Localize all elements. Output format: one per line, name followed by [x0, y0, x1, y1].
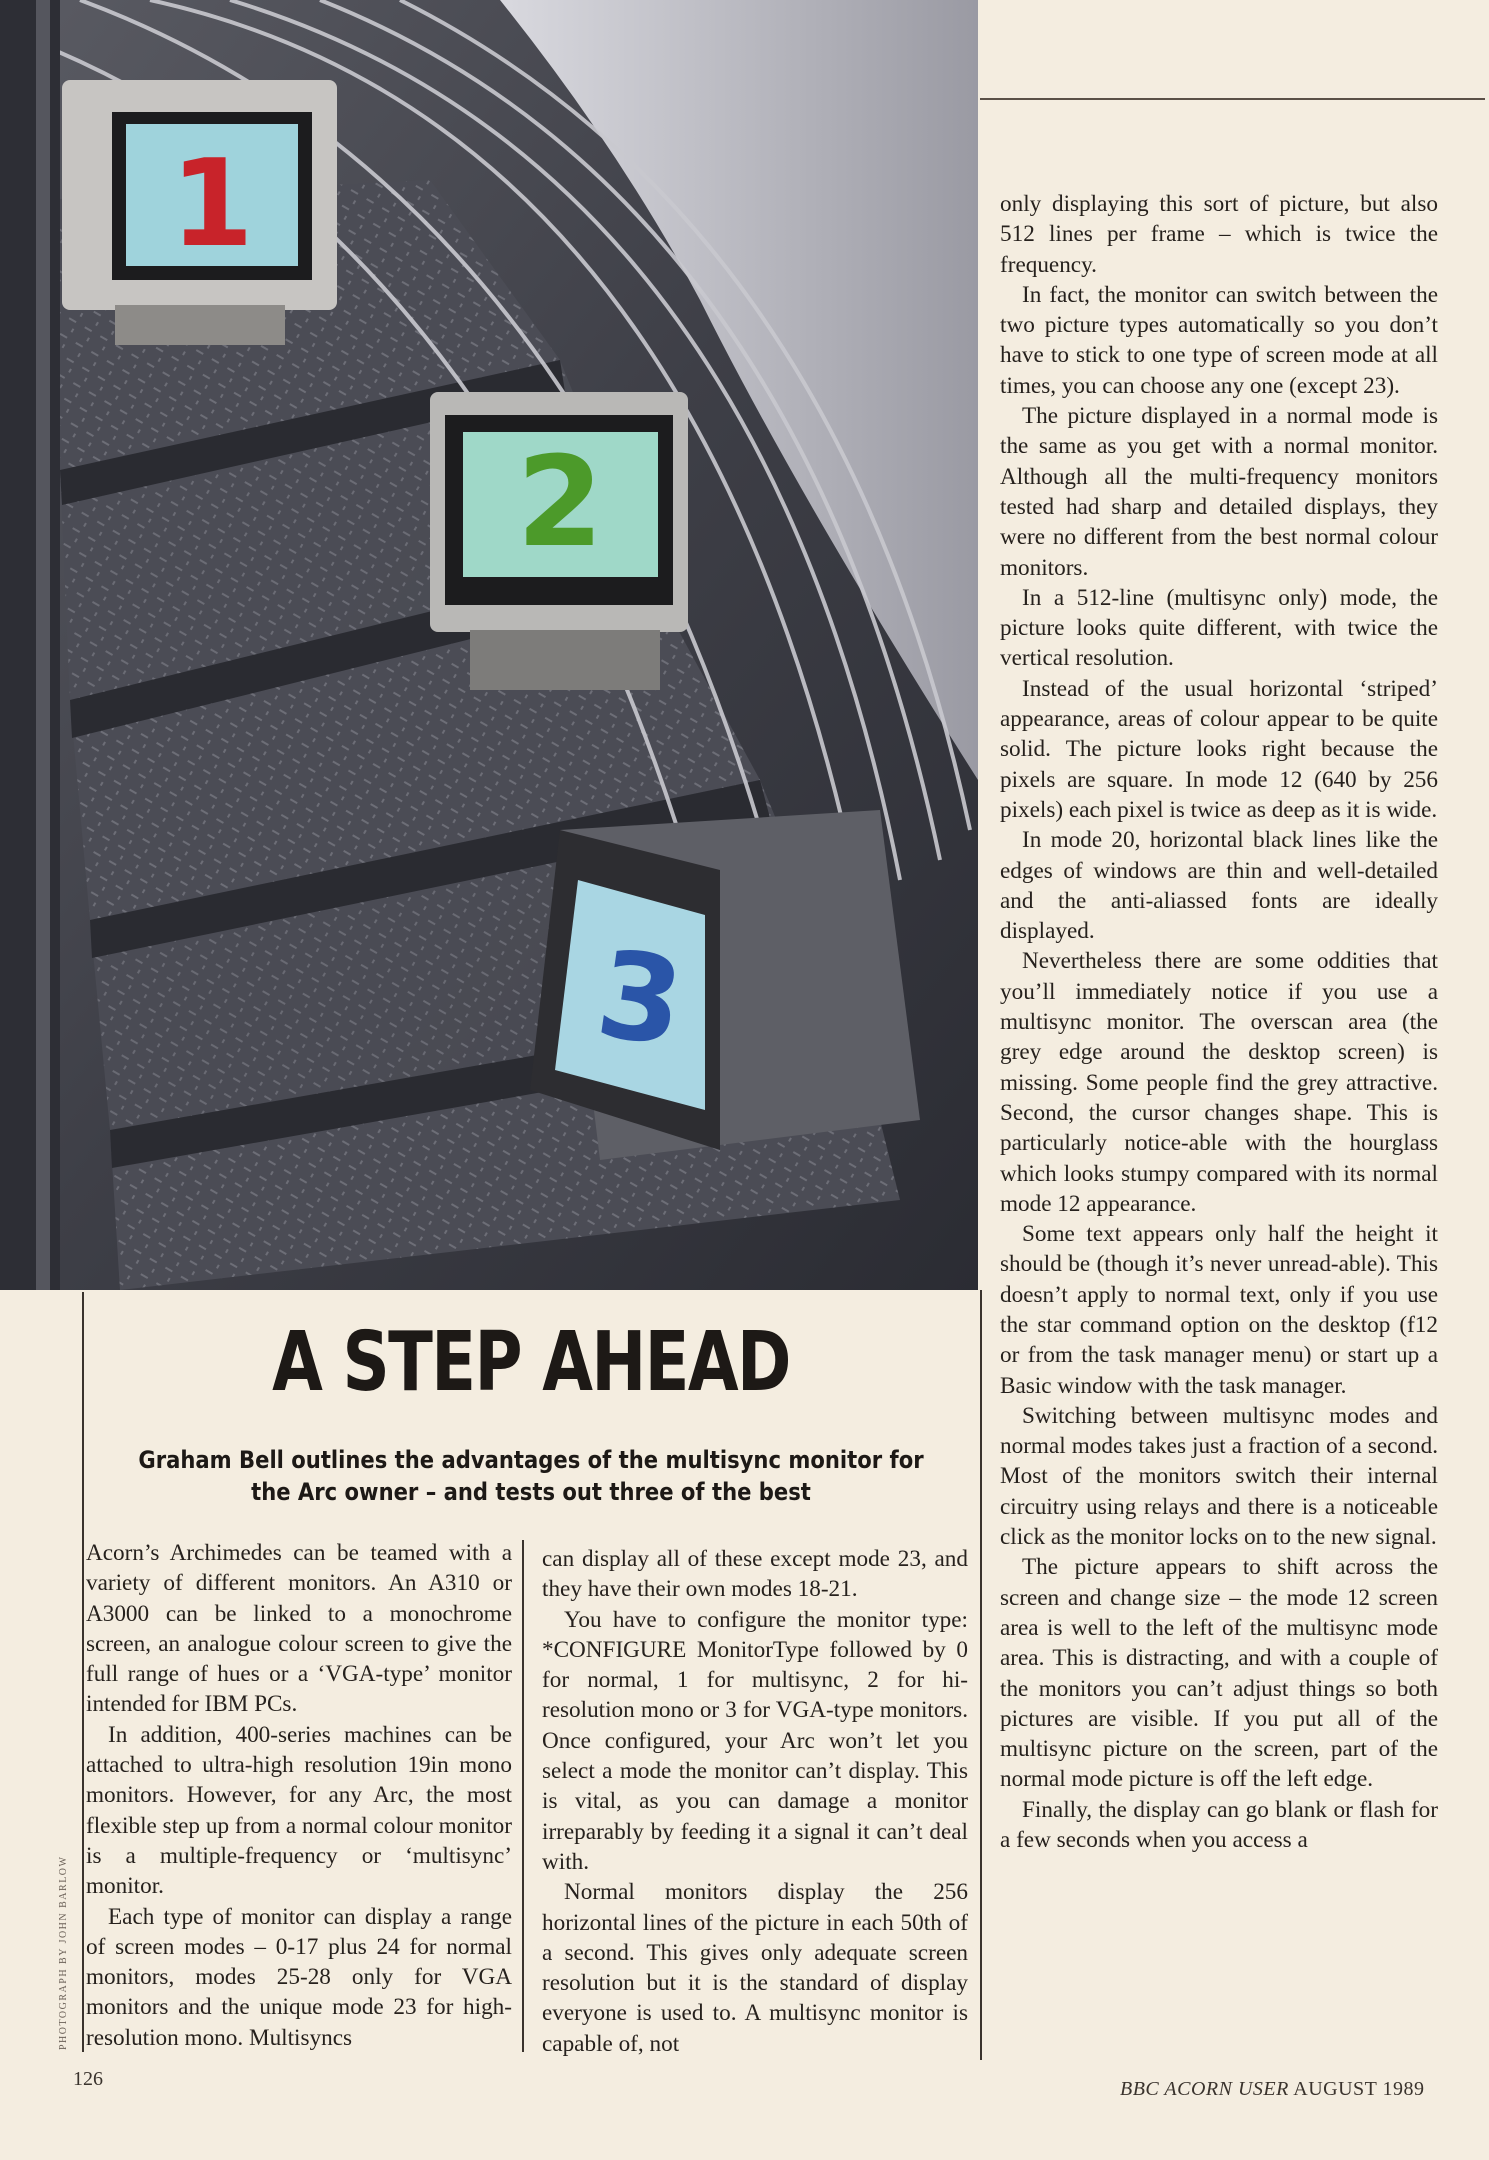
standfirst: Graham Bell outlines the advantages of the multisync monitor for the Arc owner – and tests out three of the best	[138, 1446, 924, 1506]
issue-date: AUGUST 1989	[1293, 2078, 1425, 2100]
spiral-staircase-photo-icon	[0, 0, 978, 1290]
column-rule-middle	[522, 1540, 524, 2052]
page-number: 126	[73, 2068, 103, 2090]
paragraph: Acorn’s Archimedes can be teamed with a variety of different monitors. An A310 or A3000 can be linked to a monochrome screen, an analogue colour screen to give the full range of hues or a ‘VGA-type’ monitor intended for IBM PCs.	[86, 1540, 512, 1718]
paragraph: In mode 20, horizontal black lines like the edges of windows are thin and well-detailed and the anti-aliassed fonts are ideally displayed.	[1000, 827, 1438, 945]
paragraph: Each type of monitor can display a range of screen modes – 0-17 plus 24 for normal monitors, modes 25-28 only for VGA monitors and the unique mode 23 for high-resolution mono. Multisyncs	[86, 1903, 512, 2051]
monitor-3-digit: 3	[589, 924, 692, 1075]
column-2	[542, 1544, 968, 2059]
footer	[1120, 2078, 1425, 2101]
paragraph: You have to configure the monitor type: *CONFIGURE MonitorType followed by 0 for normal, 1 for multisync, 2 for hi-resolution mono or 3 for VGA-type monitors. Once configured, your Arc won’t let you select a mode the monitor can’t display. This is vital, as you can damage a monitor irreparably by feeding it a signal it can’t deal with.	[542, 1606, 968, 1875]
magazine-name: BBC ACORN USER	[1120, 2078, 1289, 2100]
cover-photo	[0, 0, 978, 1290]
photo-credit: PHOTOGRAPH BY JOHN BARLOW	[58, 1855, 69, 2050]
paragraph: only displaying this sort of picture, but also 512 lines per frame – which is twice the frequency.	[1000, 191, 1438, 278]
paragraph: Nevertheless there are some oddities that you’ll immediately notice if you use a multisync monitor. The overscan area (the grey edge around the desktop screen) is missing. Some people find the grey attractive. Second, the cursor changes shape. This is particularly notice-able with the hourglass which looks stumpy compared with its normal mode 12 appearance.	[1000, 948, 1438, 1217]
column-3	[1000, 189, 1438, 1855]
headline: A STEP AHEAD	[272, 1315, 790, 1410]
top-rule	[980, 98, 1485, 100]
column-rule-left	[82, 1292, 84, 2052]
monitor-1-digit: 1	[170, 135, 254, 274]
paragraph: The picture appears to shift across the screen and change size – the mode 12 screen area is well to the left of the multisync mode area. This is distracting, and with a couple of the monitors you can’t adjust things so both pictures are visible. If you put all of the multisync picture on the screen, part of the normal mode picture is off the left edge.	[1000, 1554, 1438, 1793]
paragraph: Finally, the display can go blank or flash for a few seconds when you access a	[1000, 1796, 1438, 1854]
paragraph: In a 512-line (multisync only) mode, the picture looks quite different, with twice the vertical resolution.	[1000, 584, 1438, 672]
paragraph: Some text appears only half the height it should be (though it’s never unread-able). This doesn’t apply to normal text, only if you use the star command option on the desktop (f12 or from the task manager menu) or start up a Basic window with the task manager.	[1000, 1221, 1438, 1399]
paragraph: In fact, the monitor can switch between the two picture types automatically so you don’t have to stick to one type of screen mode at all times, you can choose any one (except 23).	[1000, 281, 1438, 399]
paragraph: The picture displayed in a normal mode is the same as you get with a normal monitor. Although all the multi-frequency monitors tested had sharp and detailed displays, they were no different from the best normal colour monitors.	[1000, 403, 1438, 581]
paragraph: Instead of the usual horizontal ‘striped’ appearance, areas of colour appear to be quite solid. The picture looks right because the pixels are square. In mode 12 (640 by 256 pixels) each pixel is twice as deep as it is wide.	[1000, 675, 1438, 823]
paragraph: can display all of these except mode 23, and they have their own modes 18-21.	[542, 1546, 968, 1603]
column-1	[86, 1538, 512, 2053]
paragraph: In addition, 400-series machines can be attached to ultra-high resolution 19in mono monitors. However, for any Arc, the most flexible step up from a normal colour monitor is a multiple-frequency or ‘multisync’ monitor.	[86, 1721, 512, 1900]
monitor-2-digit: 2	[516, 430, 604, 575]
paragraph: Normal monitors display the 256 horizontal lines of the picture in each 50th of a second. This gives only adequate screen resolution but it is the standard of display everyone is used to. A multisync monitor is capable of, not	[542, 1879, 968, 2057]
column-rule-right	[980, 1290, 982, 2060]
paragraph: Switching between multisync modes and normal modes takes just a fraction of a second. Most of the monitors switch their internal circuitry using relays and there is a noticeable click as the monitor locks on to the new signal.	[1000, 1402, 1438, 1551]
